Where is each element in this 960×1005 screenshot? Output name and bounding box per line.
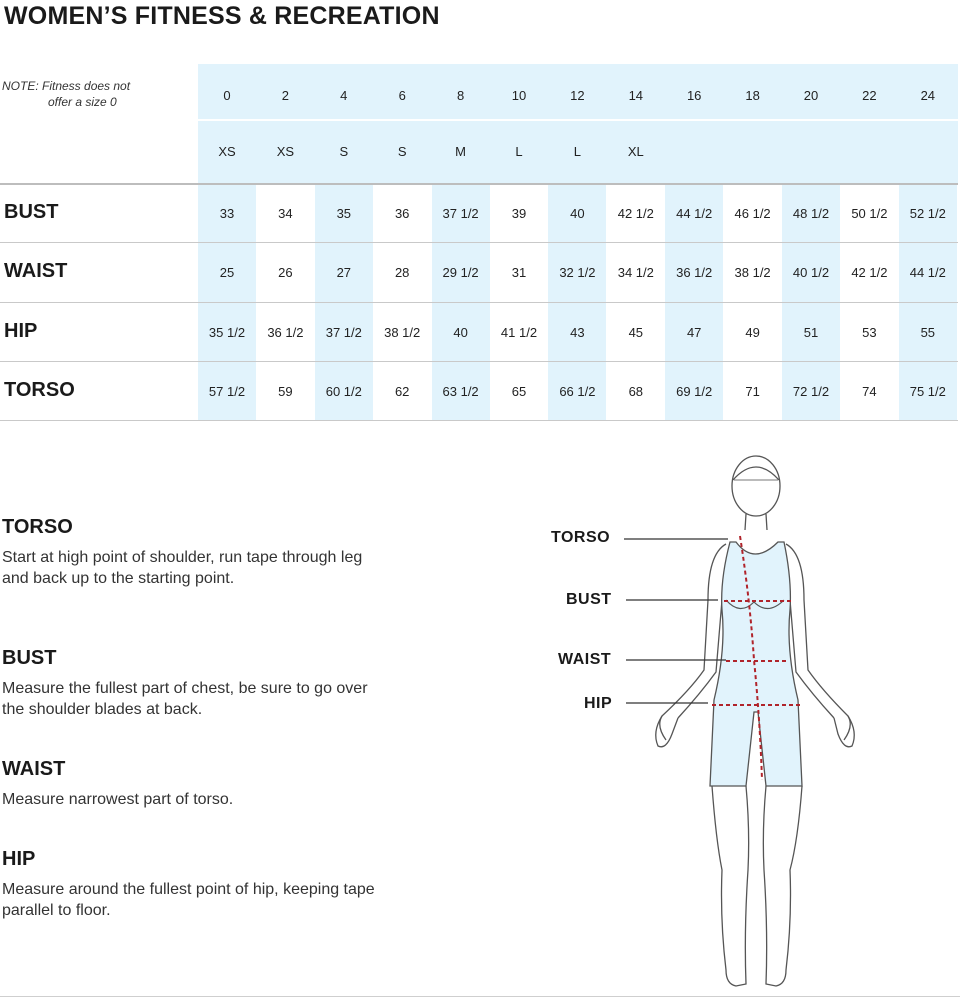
row-label: WAIST	[4, 260, 68, 282]
size-number: 14	[628, 88, 644, 103]
measurement-cell: 40	[570, 206, 585, 221]
measurement-cell: 25	[219, 265, 235, 280]
measurement-cell: 36 1/2	[676, 265, 713, 280]
measurement-cell: 40 1/2	[792, 265, 830, 280]
measurement-cell: 33	[219, 206, 235, 221]
swimsuit-shape	[710, 542, 802, 786]
size-letter: L	[515, 144, 523, 159]
measurement-cell: 45	[628, 325, 644, 340]
size-letter: XS	[276, 144, 295, 159]
measurement-cell: 35 1/2	[208, 325, 246, 340]
measurement-cell: 28	[394, 265, 410, 280]
measurement-cell: 75 1/2	[909, 384, 946, 399]
measurement-cell: 34 1/2	[617, 265, 654, 280]
measurement-cell: 46 1/2	[734, 206, 771, 221]
size-letter: XL	[627, 144, 644, 159]
measurement-cell: 60 1/2	[325, 384, 362, 399]
row-label: BUST	[4, 201, 59, 223]
measurement-cell: 63 1/2	[442, 384, 479, 399]
measurement-cell: 40	[453, 325, 468, 340]
size-letter: S	[339, 144, 349, 159]
measurement-cell: 48 1/2	[792, 206, 830, 221]
table-divider	[0, 302, 958, 303]
page-title: WOMEN’S FITNESS & RECREATION	[4, 2, 440, 30]
instruction-text: Measure narrowest part of torso.	[2, 791, 234, 808]
measurement-cell: 50 1/2	[851, 206, 888, 221]
measurement-cell: 72 1/2	[792, 384, 830, 399]
size-number: 22	[862, 88, 877, 103]
measurement-cell: 43	[570, 325, 585, 340]
measurement-cell: 74	[862, 384, 877, 399]
measurement-cell: 36 1/2	[267, 325, 304, 340]
size-number: 18	[745, 88, 760, 103]
measurement-cell: 34	[278, 206, 293, 221]
measurement-cell: 59	[278, 384, 293, 399]
measurement-cell: 31	[511, 265, 527, 280]
measurement-cell: 39	[511, 206, 527, 221]
measurement-cell: 71	[745, 384, 760, 399]
size-number: 16	[686, 88, 702, 103]
measurement-cell: 44 1/2	[676, 206, 713, 221]
measurement-cell: 44 1/2	[909, 265, 946, 280]
measurement-cell: 68	[628, 384, 644, 399]
size-number: 4	[340, 88, 348, 103]
row-label: TORSO	[4, 379, 75, 401]
figure-label-bust: BUST	[566, 591, 612, 608]
size-letter: M	[455, 144, 467, 159]
measurement-cell: 37 1/2	[442, 206, 479, 221]
size-number: 8	[456, 88, 465, 103]
size-chart	[0, 64, 958, 422]
measurement-cell: 29 1/2	[442, 265, 479, 280]
measurement-cell: 47	[686, 325, 702, 340]
table-divider	[0, 361, 958, 362]
size-number: 2	[281, 88, 289, 103]
size-number: 10	[511, 88, 527, 103]
measurement-cell: 53	[862, 325, 877, 340]
measurement-cell: 26	[278, 265, 293, 280]
instruction-waist	[2, 758, 382, 810]
measurement-cell: 49	[745, 325, 760, 340]
measurement-cell: 51	[803, 325, 819, 340]
measurement-cell: 37 1/2	[325, 325, 362, 340]
figure-label-torso: TORSO	[551, 529, 611, 546]
measurement-cell: 32 1/2	[559, 265, 596, 280]
measurement-cell: 55	[920, 325, 936, 340]
size-number: 24	[920, 88, 936, 103]
instruction-heading: BUST	[2, 647, 57, 669]
measurement-cell: 36	[394, 206, 410, 221]
measurement-cell: 57 1/2	[208, 384, 246, 399]
instruction-bust	[2, 647, 382, 720]
measurement-cell: 42 1/2	[617, 206, 654, 221]
measurement-cell: 65	[511, 384, 527, 399]
instruction-heading: WAIST	[2, 758, 66, 780]
instruction-torso	[2, 516, 382, 589]
size-note	[2, 78, 172, 110]
measurement-cell: 42 1/2	[851, 265, 888, 280]
bottom-divider	[0, 996, 960, 997]
table-divider	[0, 420, 958, 421]
instruction-text: Measure around the fullest point of hip, keeping tape parallel to floor.	[2, 881, 375, 919]
size-letter: S	[397, 144, 407, 159]
instruction-heading: TORSO	[2, 516, 73, 538]
size-number: 6	[398, 88, 406, 103]
measurement-cell: 35	[336, 206, 352, 221]
size-number: 12	[570, 88, 585, 103]
measurement-cell: 52 1/2	[909, 206, 946, 221]
size-note-line2: offer a size 0	[48, 95, 117, 109]
measurement-cell: 66 1/2	[559, 384, 596, 399]
measurement-cell: 41 1/2	[500, 325, 538, 340]
measurement-figure	[540, 450, 960, 1000]
figure-label-hip: HIP	[584, 695, 613, 712]
size-letter: XS	[218, 144, 236, 159]
figure-label-waist: WAIST	[558, 651, 612, 668]
instruction-text: Measure the fullest part of chest, be sure to go over the shoulder blades at back.	[2, 680, 368, 718]
instruction-hip	[2, 848, 382, 921]
instruction-heading: HIP	[2, 848, 36, 870]
measurement-cell: 38 1/2	[734, 265, 771, 280]
table-divider	[0, 183, 958, 185]
measurement-cell: 69 1/2	[676, 384, 713, 399]
size-letter: L	[573, 144, 581, 159]
size-number: 20	[803, 88, 819, 103]
measurement-cell: 38 1/2	[384, 325, 421, 340]
size-header-band	[198, 64, 958, 183]
table-divider	[198, 119, 958, 121]
table-divider	[0, 242, 958, 243]
measurement-cell: 62	[394, 384, 410, 399]
instruction-text: Start at high point of shoulder, run tape through leg and back up to the starting point.	[2, 549, 363, 587]
measurement-cell: 27	[336, 265, 352, 280]
size-note-line1: NOTE: Fitness does not	[2, 79, 131, 93]
size-number: 0	[223, 88, 231, 103]
row-label: HIP	[4, 320, 38, 342]
